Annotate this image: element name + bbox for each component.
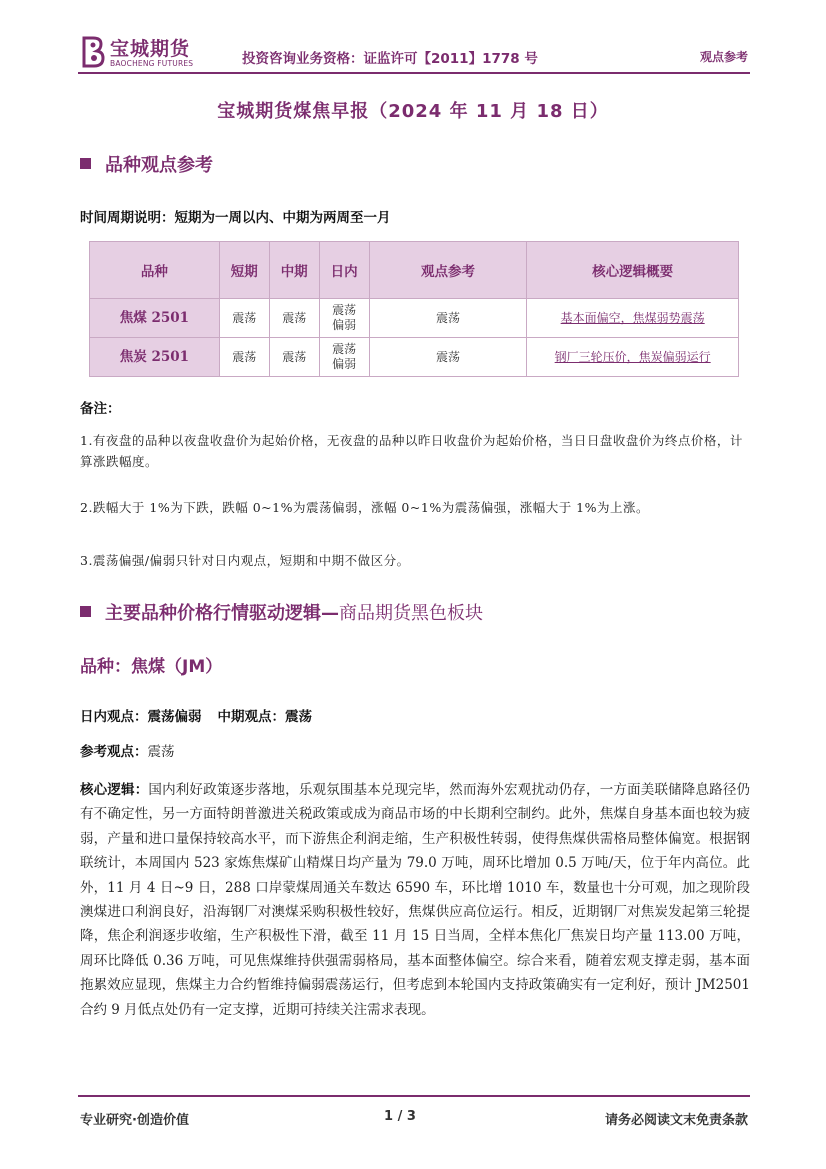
section-bullet-icon [80,158,91,169]
logo-chinese-text: 宝城期货 [110,38,191,60]
col-header-short: 短期 [219,242,269,299]
qualification-text: 投资咨询业务资格：证监许可【2011】1778 号 [242,51,538,67]
doc-type-label: 观点参考 [699,50,748,64]
reference-value: 震荡 [147,744,175,760]
col-header-view: 观点参考 [369,242,527,299]
cell-view: 震荡 [369,299,527,338]
company-logo [78,34,208,72]
core-logic [80,778,750,1022]
col-header-logic: 核心逻辑概要 [527,242,739,299]
cell-variety: 焦煤 2501 [90,299,220,338]
remark-item: 3.震荡偏强/偏弱只针对日内观点，短期和中期不做区分。 [80,553,410,568]
cell-intraday [319,338,369,377]
section-title: 主要品种价格行情驱动逻辑— [105,603,339,624]
cell-logic[interactable] [527,338,739,377]
table-header-row [90,242,739,299]
col-header-mid: 中期 [269,242,319,299]
remark-item: 1.有夜盘的品种以夜盘收盘价为起始价格，无夜盘的品种以昨日收盘价为起始价格，当日日盘收盘价为终点价格，计算涨跌幅度。 [80,433,743,469]
variety-heading: 品种：焦煤（JM） [80,657,223,677]
reference-label: 参考观点： [80,744,148,760]
page-number: 1 / 3 [384,1109,416,1124]
reference-view [80,740,175,760]
section-bullet-icon [80,606,91,617]
mid-view: 中期观点：震荡 [217,709,312,725]
disclaimer-notice: 请务必阅读文末免责条款 [604,1113,748,1128]
logo-english-text: BAOCHENG FUTURES [110,59,194,68]
baocheng-logo-icon [80,36,106,68]
col-header-intraday: 日内 [319,242,369,299]
col-header-variety: 品种 [90,242,220,299]
logic-link[interactable]: 钢厂三轮压价，焦炭偏弱运行 [554,349,711,364]
views-line [80,705,312,725]
footer-slogan: 专业研究·创造价值 [80,1113,189,1128]
remarks-label: 备注： [80,401,121,417]
cell-mid: 震荡 [269,299,319,338]
cell-short: 震荡 [219,338,269,377]
section-variety-views [80,151,213,177]
section-title: 品种观点参考 [105,155,213,176]
section-subtitle: 商品期货黑色板块 [339,603,483,624]
period-note: 时间周期说明：短期为一周以内、中期为两周至一月 [80,210,391,226]
cell-short: 震荡 [219,299,269,338]
core-logic-text: 国内利好政策逐步落地，乐观氛围基本兑现完毕，然而海外宏观扰动仍存，一方面美联储降息路径仍有不确定性，另一方面特朗普激进关税政策或成为商品市场的中长期利空制约。此外，焦煤自身基本面也较为疲弱，产量和进口量保持较高水平，而下游焦企利润走缩，生产积极性转弱，使得焦煤供需格局整体偏宽。根据钢联统计，本周国内 523 家炼焦煤矿山精煤日均产量为 79.0 万吨，周环比增加 0.5 万吨/天，位于年内高位。此外，11 月 4 日~9 日，288 口岸蒙煤周通关车数达 6590 车，环比增 1010 车，数量也十分可观，加之现阶段澳煤进口利润良好，沿海钢厂对澳煤采购积极性较好，焦煤供应高位运行。相反，近期钢厂对焦炭发起第三轮提降，焦企利润逐步收缩，生产积极性下滑，截至 11 月 15 日当周，全样本焦化厂焦炭日均产量 113.00 万吨，周环比降低 0.36 万吨，可见焦煤维持供强需弱格局，基本面整体偏空。综合来看，随着宏观支撑走弱，基本面拖累效应显现，焦煤主力合约暂维持偏弱震荡运行，但考虑到本轮国内支持政策确实有一定利好，预计 JM2501 合约 9 月低点处仍有一定支撑，近期可持续关注需求表现。 [80,782,751,1018]
section-price-drivers [80,599,483,625]
core-logic-label: 核心逻辑： [80,782,149,798]
cell-intraday-text: 震荡偏弱 [332,303,357,332]
page-header [78,34,750,74]
page-footer [78,1095,750,1135]
cell-intraday-text: 震荡偏弱 [332,342,357,371]
cell-variety: 焦炭 2501 [90,338,220,377]
cell-view: 震荡 [369,338,527,377]
cell-intraday [319,299,369,338]
remark-item: 2.跌幅大于 1%为下跌，跌幅 0~1%为震荡偏弱，涨幅 0~1%为震荡偏强，涨幅大于 1%为上涨。 [80,500,649,515]
views-table [89,241,739,377]
cell-mid: 震荡 [269,338,319,377]
cell-logic[interactable] [527,299,739,338]
table-row [90,338,739,377]
intraday-view: 日内观点：震荡偏弱 [80,709,202,725]
table-row [90,299,739,338]
report-title: 宝城期货煤焦早报（2024 年 11 月 18 日） [217,101,609,122]
logic-link[interactable]: 基本面偏空，焦煤弱势震荡 [560,310,705,325]
